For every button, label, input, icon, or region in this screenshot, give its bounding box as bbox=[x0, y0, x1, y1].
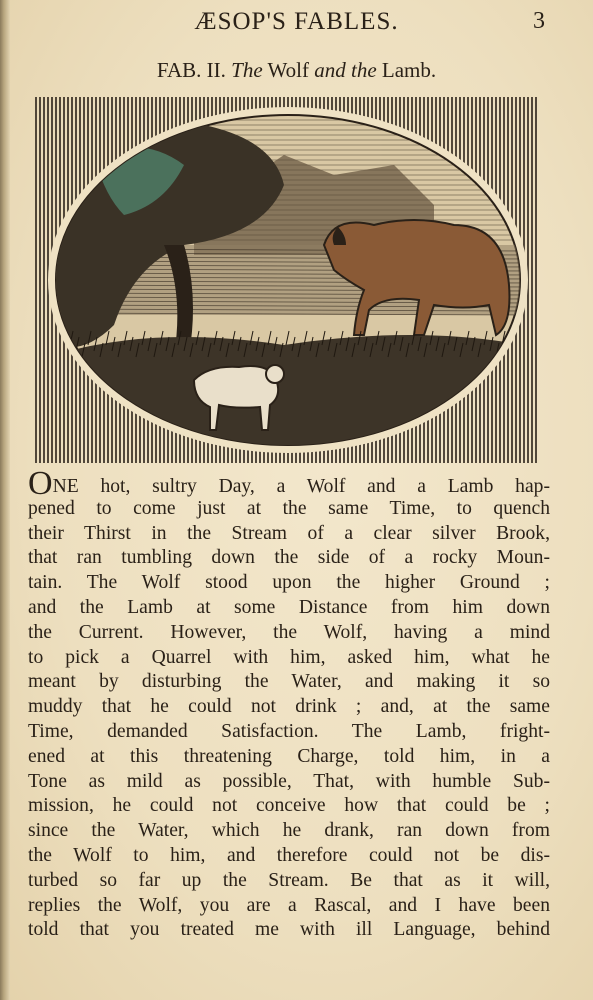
text-line-content: the Wolf to him, and therefore could not be dis- bbox=[28, 844, 550, 866]
woodcut-illustration bbox=[34, 95, 540, 465]
text-line bbox=[28, 621, 550, 646]
text-line-content: tain. The Wolf stood upon the higher Ground ; bbox=[28, 572, 550, 594]
text-line-content: pened to come just at the same Time, to quench bbox=[28, 497, 550, 519]
woodcut-svg bbox=[34, 95, 540, 465]
text-line-content: to pick a Quarrel with him, asked him, what he bbox=[28, 646, 550, 668]
text-line-content: Tone as mild as possible, That, with humble Sub- bbox=[28, 770, 550, 792]
running-head bbox=[0, 4, 593, 44]
text-line bbox=[28, 646, 550, 671]
fable-title-and-the: and the bbox=[314, 58, 377, 82]
text-line-content: the Current. However, the Wolf, having a mind bbox=[28, 621, 550, 643]
text-line-content: that ran tumbling down the side of a rocky Moun- bbox=[28, 547, 550, 569]
text-line bbox=[28, 770, 550, 795]
fable-title-wolf: Wolf bbox=[267, 58, 309, 82]
running-title: ÆSOP'S FABLES. bbox=[194, 8, 399, 35]
text-line bbox=[28, 794, 550, 819]
text-line-content: and the Lamb at some Distance from him down bbox=[28, 596, 550, 618]
fable-heading bbox=[0, 58, 593, 83]
text-line-content: since the Water, which he drank, ran down from bbox=[28, 820, 550, 842]
drop-cap: O bbox=[28, 465, 53, 502]
text-line bbox=[28, 844, 550, 869]
text-line bbox=[28, 596, 550, 621]
text-line-content: Time, demanded Satisfaction. The Lamb, fright- bbox=[28, 720, 550, 742]
text-line bbox=[28, 695, 550, 720]
text-line-content: ened at this threatening Charge, told him, in a bbox=[28, 745, 550, 767]
text-line bbox=[28, 819, 550, 844]
text-line bbox=[28, 571, 550, 596]
page-number: 3 bbox=[533, 8, 545, 34]
text-line bbox=[28, 546, 550, 571]
lamb-head bbox=[266, 365, 284, 383]
text-line-content: their Thirst in the Stream of a clear silver Brook, bbox=[28, 522, 550, 544]
text-line-content: NE hot, sultry Day, a Wolf and a Lamb hap- bbox=[52, 476, 550, 497]
binding-edge bbox=[0, 0, 10, 1000]
text-line bbox=[28, 465, 550, 502]
fable-title-lamb: Lamb. bbox=[381, 58, 437, 82]
text-line bbox=[28, 522, 550, 547]
text-line bbox=[28, 497, 550, 522]
fable-label: FAB. II. bbox=[156, 58, 226, 82]
fable-body-text bbox=[28, 465, 550, 943]
text-line bbox=[28, 918, 550, 943]
text-line bbox=[28, 894, 550, 919]
fable-title-the: The bbox=[231, 58, 263, 82]
text-line bbox=[28, 745, 550, 770]
text-line bbox=[28, 869, 550, 894]
text-line-content: mission, he could not conceive how that could be ; bbox=[28, 795, 550, 817]
text-line bbox=[28, 720, 550, 745]
text-line-content: turbed so far up the Stream. Be that as it will, bbox=[28, 869, 550, 891]
text-line-content: muddy that he could not drink ; and, at the same bbox=[28, 696, 550, 718]
text-line-content: replies the Wolf, you are a Rascal, and I have been bbox=[28, 894, 550, 916]
text-line bbox=[28, 670, 550, 695]
text-line-content: meant by disturbing the Water, and making it so bbox=[28, 671, 550, 693]
text-line-content: told that you treated me with ill Language, behind bbox=[28, 919, 550, 941]
